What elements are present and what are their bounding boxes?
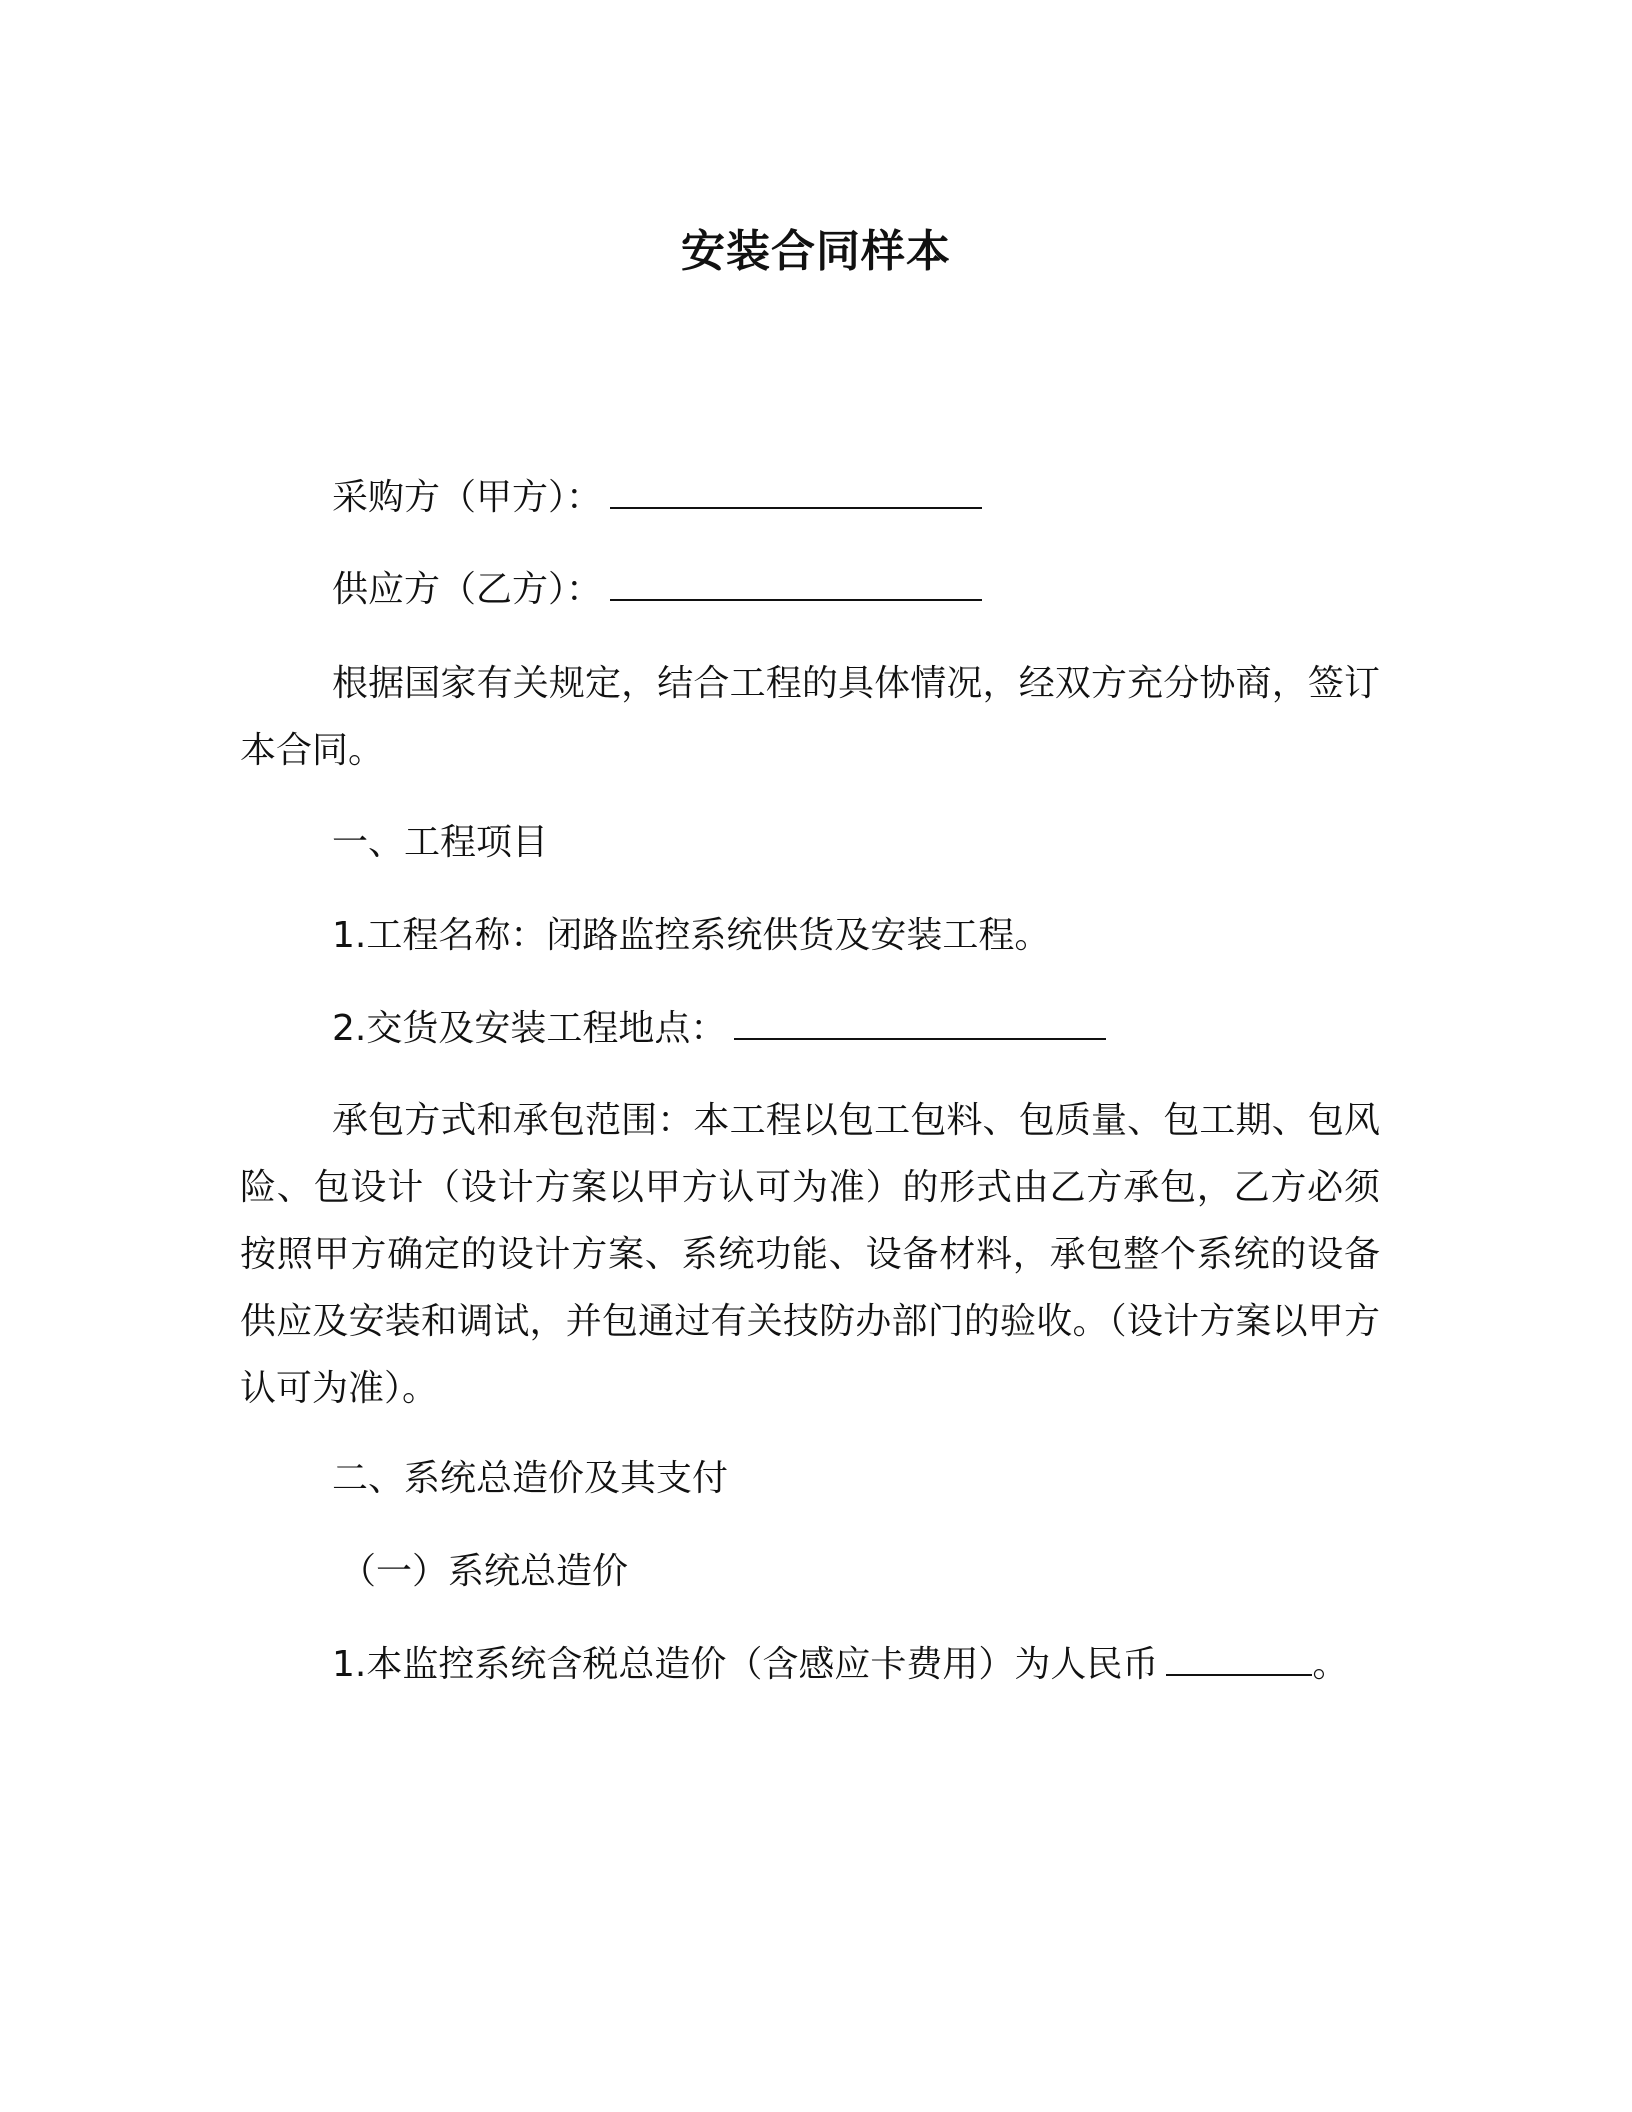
- price-end: 。: [1312, 1644, 1349, 1685]
- supplier-line: [332, 565, 982, 615]
- item2-line: [332, 1004, 1106, 1054]
- scope-paragraph: 承包方式和承包范围：本工程以包工包料、包质量、包工期、包风险、包设计（设计方案以甲方认可为准）的形式由乙方承包，乙方必须按照甲方确定的设计方案、系统功能、设备材料，承包整个系统的设备供应及安装和调试，并包通过有关技防办部门的验收。（设计方案以甲方认可为准）。: [240, 1100, 1380, 1409]
- price-line: [332, 1640, 1348, 1690]
- supplier-blank: [610, 569, 982, 601]
- buyer-line: [332, 473, 982, 523]
- subsection1-heading: （一）系统总造价: [340, 1551, 629, 1592]
- price-label: 1.本监控系统含税总造价（含感应卡费用）为人民币: [332, 1644, 1159, 1685]
- intro-paragraph: 根据国家有关规定，结合工程的具体情况，经双方充分协商，签订本合同。: [240, 663, 1380, 771]
- supplier-label: 供应方（乙方）：: [332, 569, 603, 610]
- section1-heading: 一、工程项目: [332, 822, 549, 863]
- item1-line: 1.工程名称：闭路监控系统供货及安装工程。: [332, 915, 1051, 956]
- document-title: 安装合同样本: [681, 226, 951, 277]
- price-blank: [1166, 1644, 1312, 1676]
- section2-heading: 二、系统总造价及其支付: [332, 1458, 729, 1499]
- location-blank: [734, 1008, 1106, 1040]
- buyer-label: 采购方（甲方）：: [332, 477, 603, 518]
- item2-label: 2.交货及安装工程地点：: [332, 1008, 727, 1049]
- buyer-blank: [610, 477, 982, 509]
